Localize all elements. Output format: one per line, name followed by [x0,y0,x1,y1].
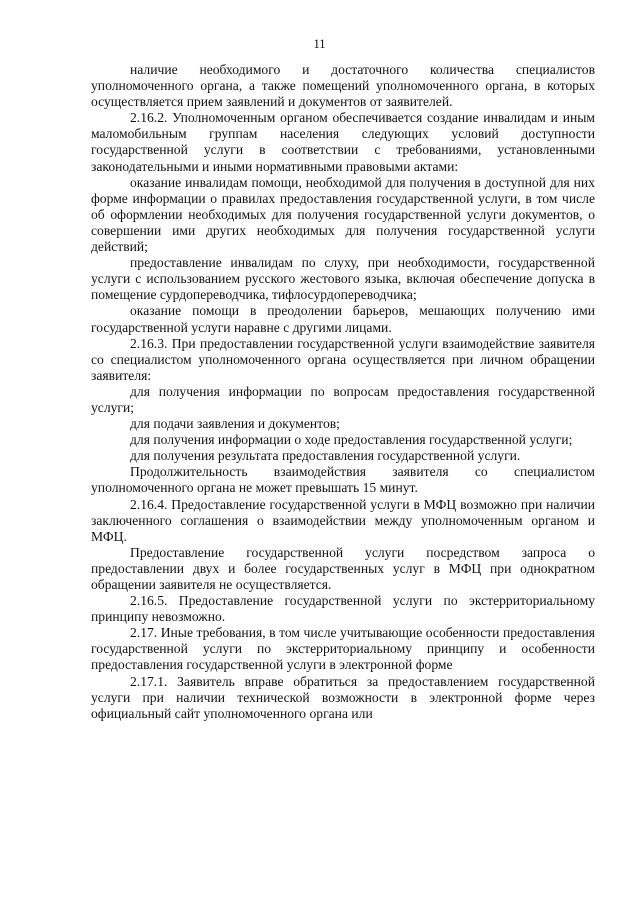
paragraph: Предоставление государственной услуги посредством запроса о предоставлении двух и более государственных услуг в МФЦ при однократном обращении заявителя не осуществляется. [91,544,595,592]
paragraph: Продолжительность взаимодействия заявителя со специалистом уполномоченного органа не может превышать 15 минут. [91,464,595,496]
paragraph: для подачи заявления и документов; [130,416,340,432]
paragraph: 2.16.3. При предоставлении государственной услуги взаимодействие заявителя со специалистом уполномоченного органа осуществляется при личном обращении заявителя: [91,335,595,383]
paragraph: 2.16.2. Уполномоченным органом обеспечивается создание инвалидам и иным маломобильным группам населения следующих условий доступности государственной услуги в соответствии с требованиями, установленными законодательными и иными нормативными правовыми актами: [91,110,595,174]
paragraph: оказание помощи в преодолении барьеров, мешающих получению ими государственной услуги наравне с другими лицами. [91,303,595,335]
paragraph: оказание инвалидам помощи, необходимой для получения в доступной для них форме информации о правилах предоставления государственной услуги, в том числе об оформлении необходимых для получения государственной услуги документов, о совершении ими других необходимых для получения государственной услуги действий; [91,174,595,255]
paragraph: 2.16.4. Предоставление государственной услуги в МФЦ возможно при наличии заключенного соглашения о взаимодействии между уполномоченным органом и МФЦ. [91,496,595,544]
paragraph: 2.16.5. Предоставление государственной услуги по экстерриториальному принципу невозможно. [91,593,595,625]
paragraph: для получения информации о ходе предоставления государственной услуги; [130,432,573,448]
paragraph: для получения результата предоставления государственной услуги. [130,448,521,464]
paragraph: 2.17.1. Заявитель вправе обратиться за предоставлением государственной услуги при наличии технической возможности в электронной форме через официальный сайт уполномоченного органа или [91,673,595,721]
paragraph: наличие необходимого и достаточного количества специалистов уполномоченного органа, а также помещений уполномоченного органа, в которых осуществляется прием заявлений и документов от заявителей. [91,62,595,110]
paragraph: для получения информации по вопросам предоставления государственной услуги; [91,383,595,415]
paragraph: 2.17. Иные требования, в том числе учитывающие особенности предоставления государственной услуги по экстерриториальному принципу и особенности предоставления государственной услуги в электронной форме [91,625,595,673]
page-number: 11 [313,37,326,51]
document-body [91,62,595,722]
paragraph: предоставление инвалидам по слуху, при необходимости, государственной услуги с использованием русского жестового языка, включая обеспечение допуска в помещение сурдопереводчика, тифлосурдопереводчика; [91,255,595,303]
